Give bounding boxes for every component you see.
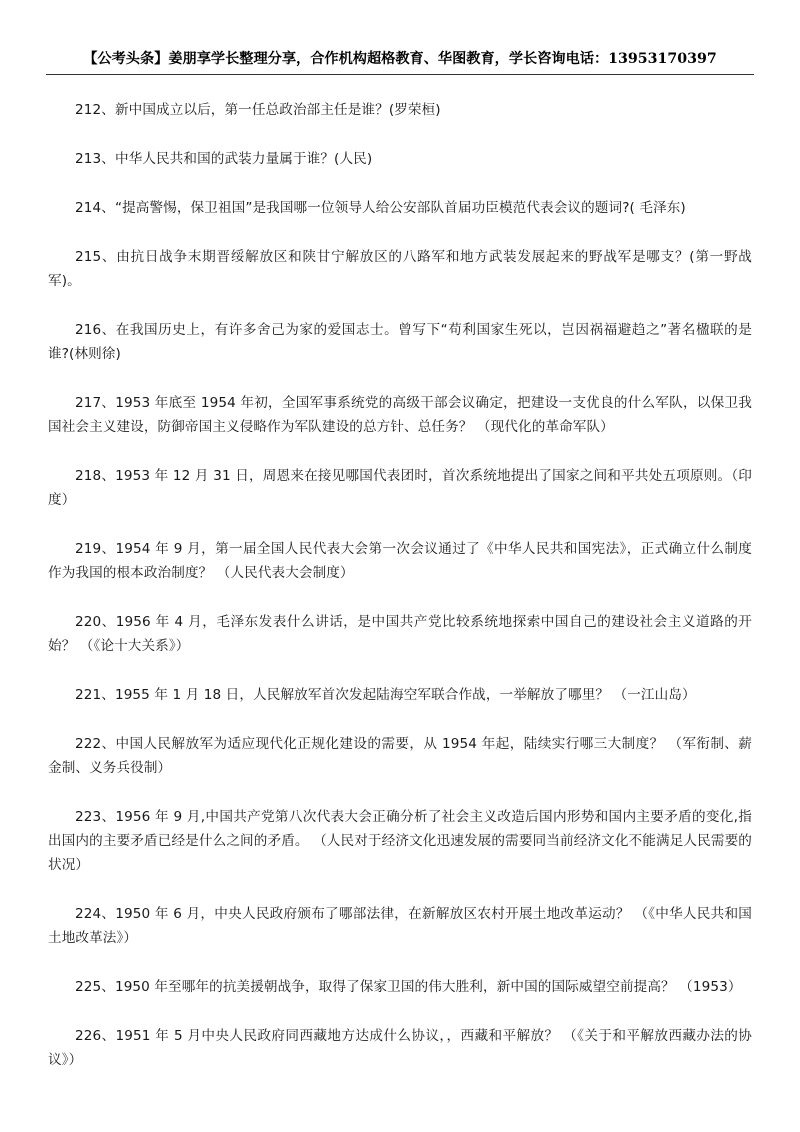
question-218: 218、1953 年 12 月 31 日，周恩来在接见哪国代表团时，首次系统地提出了国家之间和平共处五项原则。（印度）	[48, 468, 752, 508]
question-216: 216、在我国历史上，有许多舍己为家的爱国志士。曾写下“苟利国家生死以，岂因祸福避趋之”著名楹联的是谁?(林则徐)	[48, 322, 752, 362]
question-219: 219、1954 年 9 月，第一届全国人民代表大会第一次会议通过了《中华人民共和国宪法》，正式确立什么制度作为我国的根本政治制度？ （人民代表大会制度）	[48, 541, 752, 581]
question-list	[48, 98, 752, 1097]
question-221: 221、1955 年 1 月 18 日，人民解放军首次发起陆海空军联合作战，一举解放了哪里？ （一江山岛）	[75, 687, 696, 703]
question-217: 217、1953 年底至 1954 年初，全国军事系统党的高级干部会议确定，把建设一支优良的什么军队，以保卫我国社会主义建设，防御帝国主义侵略作为军队建设的总方针、总任务？ （现代化的革命军队）	[48, 395, 752, 435]
question-224: 224、1950 年 6 月，中央人民政府颁布了哪部法律，在新解放区农村开展土地改革运动？ （《中华人民共和国土地改革法》）	[48, 906, 752, 946]
question-214: 214、“提高警惕，保卫祖国”是我国哪一位领导人给公安部队首届功臣模范代表会议的题词?( 毛泽东)	[75, 200, 686, 216]
question-220: 220、1956 年 4 月，毛泽东发表什么讲话，是中国共产党比较系统地探索中国自己的建设社会主义道路的开始？ （《论十大关系》）	[48, 614, 752, 654]
question-222: 222、中国人民解放军为适应现代化正规化建设的需要，从 1954 年起，陆续实行哪三大制度？ （军衔制、薪金制、义务兵役制）	[48, 736, 752, 776]
page-header: 【公考头条】姜朋享学长整理分享，合作机构超格教育、华图教育，学长咨询电话：13953170397	[46, 48, 754, 75]
question-226: 226、1951 年 5 月中央人民政府同西藏地方达成什么协议，，西藏和平解放？ （《关于和平解放西藏办法的协议》）	[48, 1028, 752, 1068]
question-213: 213、中华人民共和国的武装力量属于谁？(人民)	[75, 151, 373, 167]
question-215: 215、由抗日战争末期晋绥解放区和陕甘宁解放区的八路军和地方武装发展起来的野战军是哪支？(第一野战军)。	[48, 249, 752, 289]
question-225: 225、1950 年至哪年的抗美援朝战争，取得了保家卫国的伟大胜利，新中国的国际威望空前提高？ （1953）	[75, 979, 742, 995]
question-223: 223、1956 年 9 月,中国共产党第八次代表大会正确分析了社会主义改造后国内形势和国内主要矛盾的变化,指出国内的主要矛盾已经是什么之间的矛盾。 （人民对于经济文化迅速发展的需要同当前经济文化不能满足人民需要的状况）	[48, 809, 752, 873]
question-212: 212、新中国成立以后，第一任总政治部主任是谁？(罗荣桓)	[75, 102, 441, 118]
